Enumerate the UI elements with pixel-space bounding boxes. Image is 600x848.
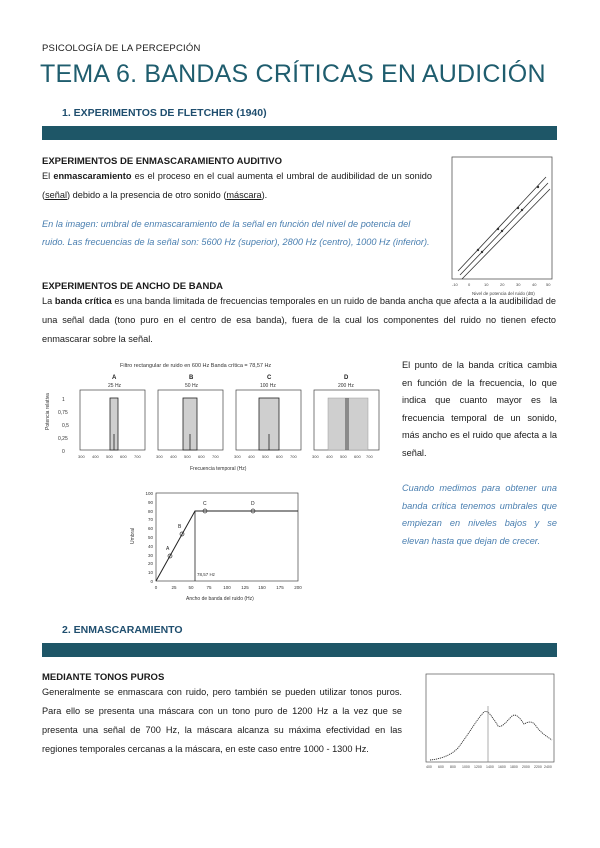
svg-text:400: 400 bbox=[170, 454, 177, 459]
svg-text:0,25: 0,25 bbox=[58, 436, 68, 442]
section-2-divider-bar bbox=[42, 643, 557, 657]
filter-ylabel: Potencia relativa bbox=[45, 393, 51, 430]
svg-text:700: 700 bbox=[212, 454, 219, 459]
filter-panel-b bbox=[156, 375, 223, 459]
masking-xticks bbox=[426, 765, 552, 769]
subsection-pure-tones-heading: MEDIANTE TONOS PUROS bbox=[42, 672, 165, 683]
filter-panel-d bbox=[312, 375, 379, 459]
svg-text:50 Hz: 50 Hz bbox=[185, 383, 199, 389]
svg-text:1800: 1800 bbox=[510, 765, 518, 769]
bandwidth-point-labels bbox=[166, 501, 255, 552]
critical-band-side-text: El punto de la banda crítica cambia en función de la frecuencia, lo que indica que cuanto mayor es la frecuencia temporal de un sonido, más ancho es el ruido que afecta a la señal. bbox=[402, 360, 557, 458]
svg-text:50: 50 bbox=[147, 535, 153, 540]
svg-text:400: 400 bbox=[426, 765, 432, 769]
svg-text:40: 40 bbox=[147, 544, 153, 549]
bandwidth-points bbox=[168, 509, 255, 558]
critical-band-side-caption: Cuando medimos para obtener una banda crítica tenemos umbrales que empiezan en niveles bajos y se elevan hasta que dejan de crecer. bbox=[402, 483, 557, 546]
bandwidth-threshold-line bbox=[156, 511, 298, 581]
svg-text:50: 50 bbox=[546, 282, 551, 287]
svg-text:75: 75 bbox=[206, 585, 212, 590]
svg-text:50: 50 bbox=[188, 585, 194, 590]
svg-text:100: 100 bbox=[223, 585, 231, 590]
svg-text:20: 20 bbox=[147, 561, 153, 566]
svg-text:90: 90 bbox=[147, 500, 153, 505]
svg-text:10: 10 bbox=[147, 570, 153, 575]
svg-text:D: D bbox=[344, 375, 349, 381]
svg-text:300: 300 bbox=[234, 454, 241, 459]
svg-text:700: 700 bbox=[134, 454, 141, 459]
svg-text:D: D bbox=[251, 501, 255, 507]
svg-text:700: 700 bbox=[290, 454, 297, 459]
svg-text:-10: -10 bbox=[452, 282, 458, 287]
svg-text:10: 10 bbox=[484, 282, 489, 287]
threshold-line-5600 bbox=[458, 177, 546, 271]
svg-text:400: 400 bbox=[248, 454, 255, 459]
svg-text:25: 25 bbox=[171, 585, 177, 590]
svg-text:100 Hz: 100 Hz bbox=[260, 383, 276, 389]
threshold-line-1000 bbox=[462, 189, 550, 279]
masking-figure-caption: En la imagen: umbral de enmascaramiento de la señal en función del nivel de potencia del ruido. Las frecuencias de la señal son: 5600 Hz (superior), 2800 Hz (centro), 1000 Hz (inferior). bbox=[42, 219, 430, 247]
svg-text:0: 0 bbox=[62, 449, 65, 455]
svg-text:A: A bbox=[112, 375, 117, 381]
threshold-line-2800 bbox=[460, 183, 548, 275]
bandwidth-xlabel: Ancho de banda del ruido (Hz) bbox=[186, 596, 254, 602]
pure-tones-paragraph: Generalmente se enmascara con ruido, pero también se pueden utilizar tonos puros. Para ello se presenta una máscara con un tono puro de 1200 Hz a la vez que se presenta una señal de 700 Hz, la máscara alcanza su máxima efectividad en las regiones temporales cercanas a la máscara, en este caso entre 1000 - 1300 Hz. bbox=[42, 687, 402, 754]
svg-text:1200: 1200 bbox=[474, 765, 482, 769]
subsection-masking-heading: EXPERIMENTOS DE ENMASCARAMIENTO AUDITIVO bbox=[42, 156, 282, 167]
svg-text:70: 70 bbox=[147, 517, 153, 522]
svg-text:0,75: 0,75 bbox=[58, 410, 68, 416]
svg-text:0: 0 bbox=[468, 282, 471, 287]
bandwidth-ylabel: Umbral bbox=[130, 527, 136, 544]
svg-text:500: 500 bbox=[262, 454, 269, 459]
svg-text:20: 20 bbox=[500, 282, 505, 287]
svg-text:A: A bbox=[166, 546, 170, 552]
bandwidth-paragraph: La banda crítica es una banda limitada de frecuencias temporales en un ruido de banda ancha que afecta a la audibilidad de una señal dada (tono puro en el centro de esa banda), fuera de la cual los componentes del ruido no tienen efecto enmascarar sobre la señal. bbox=[42, 296, 556, 344]
svg-text:200 Hz: 200 Hz bbox=[338, 383, 354, 389]
threshold-frame bbox=[452, 157, 552, 279]
masking-paragraph: El enmascaramiento es el proceso en el cual aumenta el umbral de audibilidad de un sonido (señal) debido a la presencia de otro sonido (máscara). bbox=[42, 171, 432, 200]
svg-text:400: 400 bbox=[326, 454, 333, 459]
svg-text:300: 300 bbox=[312, 454, 319, 459]
svg-text:1: 1 bbox=[62, 397, 65, 403]
bandwidth-xticks bbox=[155, 585, 303, 590]
bandwidth-frame bbox=[156, 493, 298, 581]
course-name: PSICOLOGÍA DE LA PERCEPCIÓN bbox=[42, 43, 201, 54]
svg-text:40: 40 bbox=[532, 282, 537, 287]
svg-text:175: 175 bbox=[276, 585, 284, 590]
threshold-points bbox=[477, 186, 539, 253]
svg-text:30: 30 bbox=[147, 553, 153, 558]
section-1-divider-bar bbox=[42, 126, 557, 140]
bandwidth-threshold-figure bbox=[122, 486, 308, 610]
svg-text:1000: 1000 bbox=[462, 765, 470, 769]
svg-text:60: 60 bbox=[147, 526, 153, 531]
svg-text:1600: 1600 bbox=[498, 765, 506, 769]
svg-text:600: 600 bbox=[276, 454, 283, 459]
svg-text:200: 200 bbox=[294, 585, 302, 590]
filter-yticks bbox=[58, 397, 69, 455]
svg-text:B: B bbox=[189, 375, 194, 381]
threshold-xticks bbox=[452, 282, 551, 287]
svg-text:2200: 2200 bbox=[534, 765, 542, 769]
svg-text:500: 500 bbox=[340, 454, 347, 459]
threshold-xlabel: Nivel de potencia del ruido (dB) bbox=[472, 291, 535, 296]
svg-text:125: 125 bbox=[241, 585, 249, 590]
filter-panel-c bbox=[234, 375, 301, 459]
svg-text:2000: 2000 bbox=[522, 765, 530, 769]
svg-text:80: 80 bbox=[147, 509, 153, 514]
svg-text:500: 500 bbox=[184, 454, 191, 459]
svg-text:700: 700 bbox=[366, 454, 373, 459]
svg-text:100: 100 bbox=[145, 491, 153, 496]
svg-text:1400: 1400 bbox=[486, 765, 494, 769]
svg-text:300: 300 bbox=[78, 454, 85, 459]
svg-text:150: 150 bbox=[258, 585, 266, 590]
svg-text:600: 600 bbox=[438, 765, 444, 769]
svg-text:800: 800 bbox=[450, 765, 456, 769]
noise-filter-figure bbox=[40, 358, 390, 480]
svg-text:600: 600 bbox=[120, 454, 127, 459]
svg-text:C: C bbox=[203, 501, 207, 507]
masking-frame bbox=[426, 674, 554, 762]
filter-panel-a bbox=[78, 375, 145, 459]
svg-text:600: 600 bbox=[198, 454, 205, 459]
critical-band-label: 78,57 Hz bbox=[197, 572, 216, 577]
filter-xlabel: Frecuencia temporal (Hz) bbox=[190, 466, 247, 472]
svg-text:C: C bbox=[267, 375, 272, 381]
section-2-heading: 2. ENMASCARAMIENTO bbox=[62, 624, 183, 636]
bandwidth-yticks bbox=[145, 491, 153, 584]
masking-threshold-figure bbox=[438, 153, 558, 303]
filter-figure-title: Filtro rectangular de ruido en 600 Hz Banda crítica = 78,57 Hz bbox=[120, 363, 272, 369]
svg-text:300: 300 bbox=[156, 454, 163, 459]
svg-text:600: 600 bbox=[354, 454, 361, 459]
svg-text:0: 0 bbox=[150, 579, 153, 584]
svg-text:25 Hz: 25 Hz bbox=[108, 383, 122, 389]
masking-curve bbox=[430, 711, 552, 760]
svg-text:0: 0 bbox=[154, 585, 158, 590]
subsection-bandwidth-heading: EXPERIMENTOS DE ANCHO DE BANDA bbox=[42, 281, 224, 292]
svg-text:B: B bbox=[178, 524, 182, 530]
tone-masking-figure bbox=[420, 670, 558, 780]
svg-text:400: 400 bbox=[92, 454, 99, 459]
svg-text:500: 500 bbox=[106, 454, 113, 459]
svg-text:2400: 2400 bbox=[544, 765, 552, 769]
page-title: TEMA 6. BANDAS CRÍTICAS EN AUDICIÓN bbox=[40, 60, 546, 88]
section-1-heading: 1. EXPERIMENTOS DE FLETCHER (1940) bbox=[62, 107, 267, 119]
svg-text:0,5: 0,5 bbox=[62, 423, 69, 429]
svg-text:30: 30 bbox=[516, 282, 521, 287]
